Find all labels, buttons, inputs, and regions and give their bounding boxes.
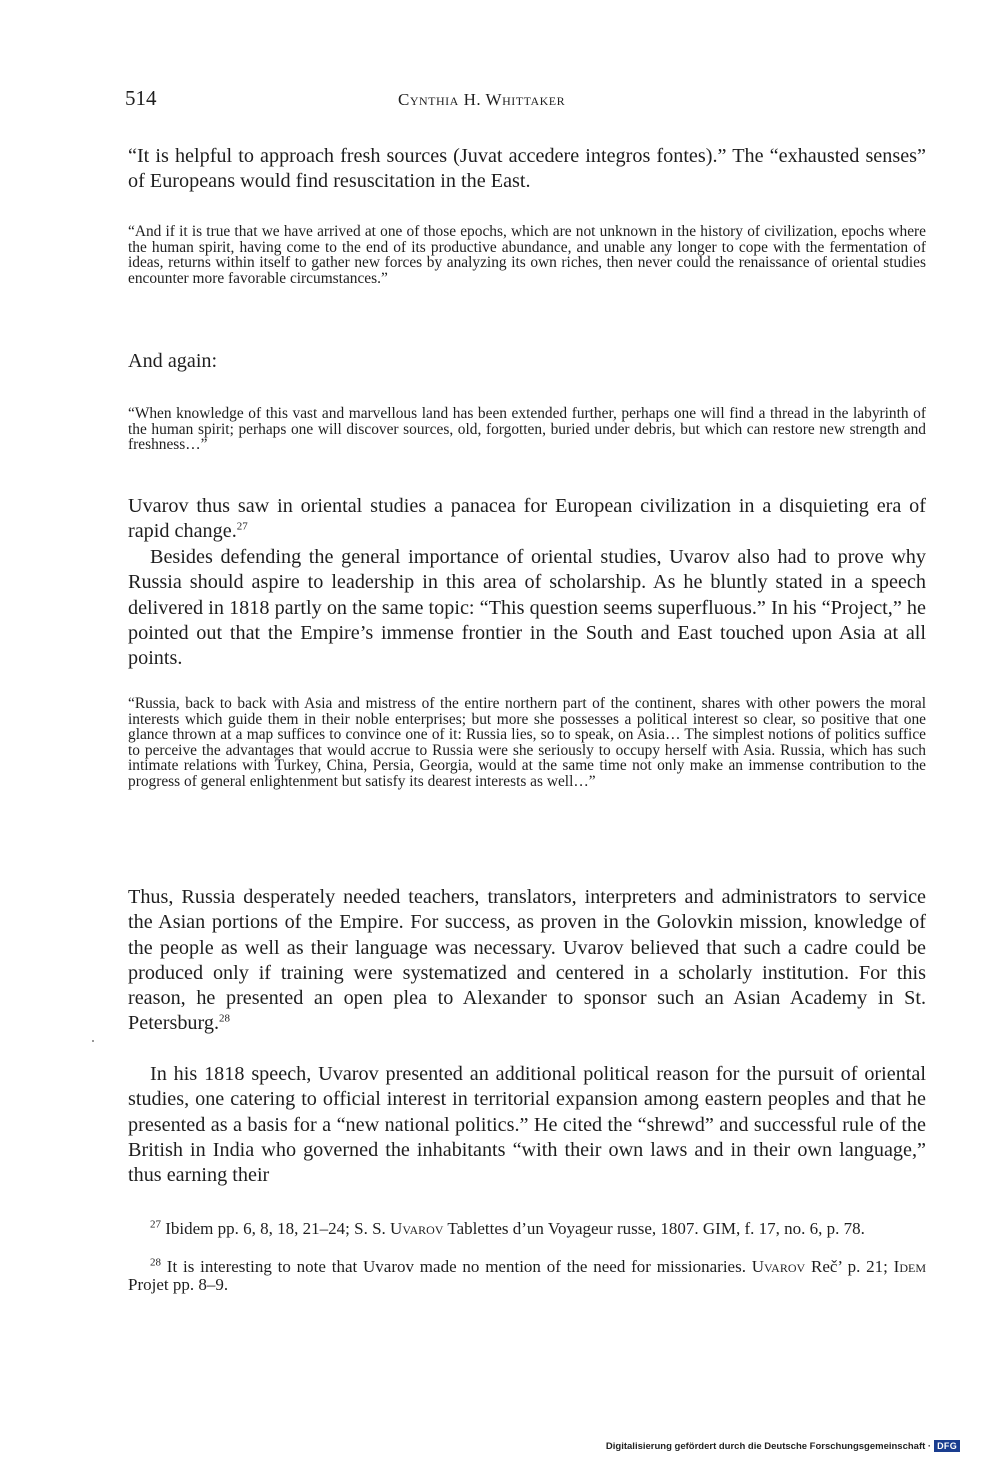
page-number: 514 (125, 86, 157, 110)
footnote-ref-28[interactable]: 28 (219, 1012, 231, 1025)
paragraph-6: In his 1818 speech, Uvarov presented an additional political reason for the pursuit of oriental studies, one catering to official interest in territorial expansion among eastern peoples and that he presented as a basis for a “new national politics.” He cited the “shrewd” and successful rule of the British in India who governed the inhabitants “with their own laws and in their own language,” thus earning their (128, 1063, 926, 1187)
footnote-28-text-a: It is interesting to note that Uvarov made no mention of the need for missionaries. (166, 1257, 752, 1276)
block-quote-3: “Russia, back to back with Asia and mistress of the entire northern part of the continent, shares with other powers the moral interests which guide them in their noble enterprises; but more she possesses a political interest so clear, so positive that one glance thrown at a map suffices to convince one of it: Russia lies, so to speak, on Asia… The simplest notions of politics suffice to perceive the advantages that would accrue to Russia were she seriously to occupy herself with Asia. Russia, which has such intimate relations with Turkey, China, Persia, Georgia, would at the same time not only make an immense contribution to the progress of general enlightenment but satisfy its dearest interests as well…” (128, 695, 926, 790)
footnote-27 (128, 1220, 926, 1238)
footnote-ref-27[interactable]: 27 (236, 520, 248, 533)
scan-speck (92, 1040, 94, 1042)
footnote-28-text-b: Reč’ p. 21; (805, 1257, 894, 1276)
paragraph-3-text: Uvarov thus saw in oriental studies a panacea for European civilization in a disquieting era of rapid change. (128, 495, 926, 543)
footnote-27-number: 27 (150, 1218, 161, 1231)
footnote-28-number: 28 (150, 1256, 161, 1269)
footnote-28-idem: Idem (893, 1257, 926, 1276)
footnote-27-author: Uvarov (390, 1219, 444, 1238)
paragraph-5-text: Thus, Russia desperately needed teachers, translators, interpreters and administrators to service the Asian portions of the Empire. For success, as proven in the Golovkin mission, knowledge of the people as well as their language was necessary. Uvarov believed that such a cadre could be produced only if training were systematized and centered in a scholarly institution. For this reason, he presented an open plea to Alexander to sponsor such an Asian Academy in St. Petersburg. (128, 886, 926, 1035)
footnote-28 (128, 1258, 926, 1293)
paragraph-4: Besides defending the general importance of oriental studies, Uvarov also had to prove why Russia should aspire to leadership in this area of scholarship. As he bluntly stated in a speech delivered in 1818 partly on the same topic: “This question seems superfluous.” In his “Project,” he pointed out that the Empire’s immense frontier in the South and East touched upon Asia at all points. (128, 546, 926, 670)
dfg-logo-icon: DFG (934, 1440, 960, 1452)
running-head: Cynthia H. Whittaker (398, 90, 566, 109)
footnote-28-author: Uvarov (751, 1257, 806, 1276)
footnote-27-text-a: Ibidem pp. 6, 8, 18, 21–24; S. S. (165, 1219, 391, 1238)
paragraph-5 (128, 885, 926, 1037)
paragraph-1: “It is helpful to approach fresh sources (Juvat accedere integros fontes).” The “exhausted senses” of Europeans would find resuscitation in the East. (128, 145, 926, 193)
footnote-28-text-c: Projet pp. 8–9. (128, 1274, 229, 1294)
digitization-credit (606, 1440, 960, 1452)
block-quote-2: “When knowledge of this vast and marvellous land has been extended further, perhaps one will find a thread in the labyrinth of the human spirit; perhaps one will discover sources, old, forgotten, buried under debris, but which can restore new strength and freshness…” (128, 405, 926, 454)
digitization-text: Digitalisierung gefördert durch die Deutsche Forschungsgemeinschaft · (605, 1440, 932, 1452)
paragraph-3 (128, 494, 926, 545)
paragraph-2: And again: (128, 350, 218, 372)
block-quote-1: “And if it is true that we have arrived at one of those epochs, which are not unknown in the history of civilization, epochs where the human spirit, having come to the end of its productive abundance, and unable any longer to cope with the fermentation of ideas, returns within itself to gather new forces by analyzing its own riches, then never could the renaissance of oriental studies encounter more favorable circumstances.” (128, 223, 926, 287)
footnote-27-text-b: Tablettes d’un Voyageur russe, 1807. GIM, f. 17, no. 6, p. 78. (443, 1219, 865, 1238)
